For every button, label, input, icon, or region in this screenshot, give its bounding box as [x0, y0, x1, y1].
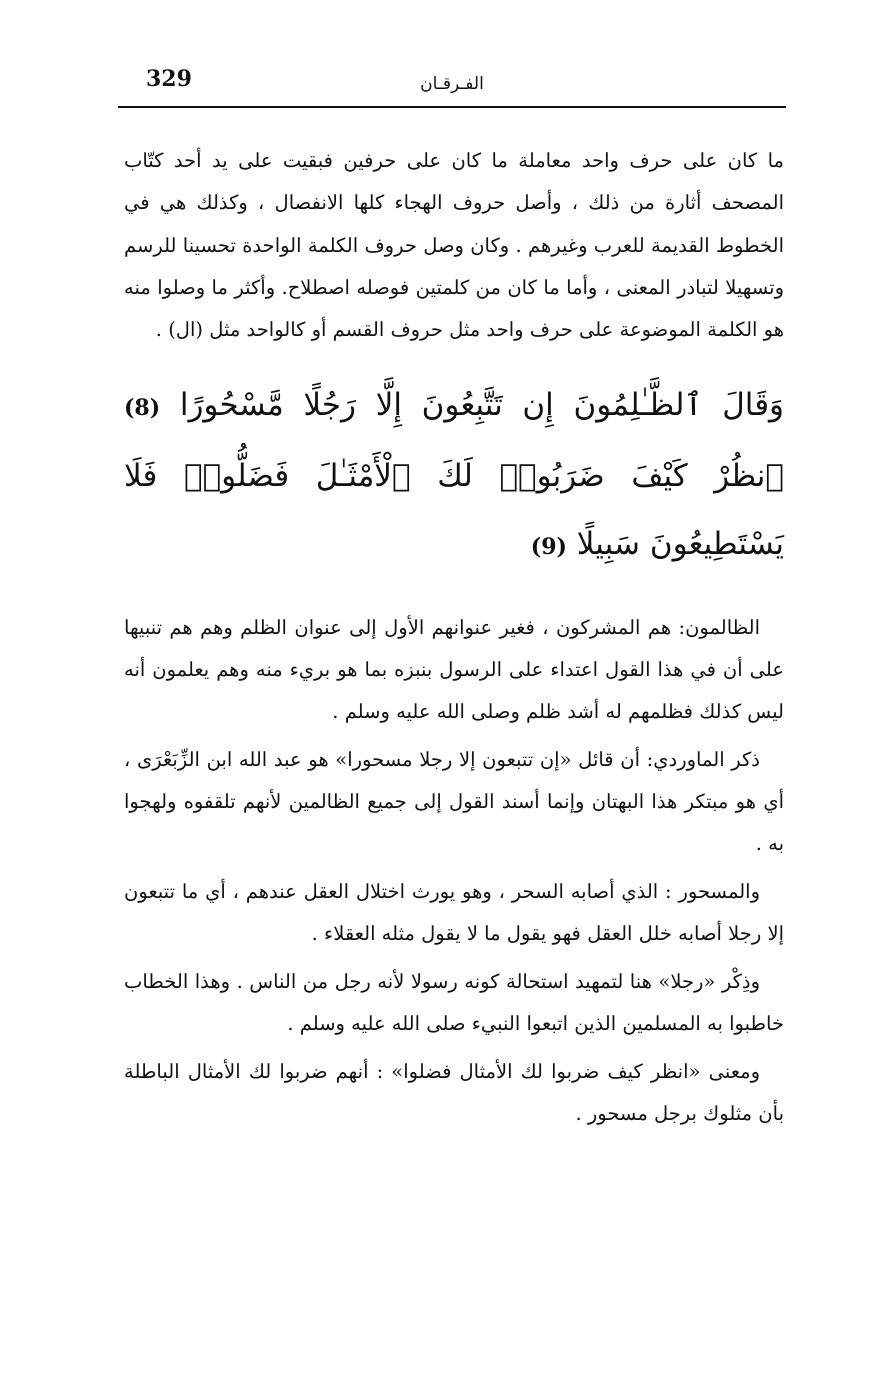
verse-number: (8): [124, 395, 161, 422]
page-header: [118, 58, 786, 108]
commentary-paragraph: وذِكْر «رجلا» هنا لتمهيد استحالة كونه رسولا لأنه رجل من الناس . وهذا الخطاب خاطبوا به المسلمين الذين اتبعوا النبيء صلى الله عليه وسلم .: [124, 970, 784, 1036]
verse-text: ٱنظُرْ كَيْفَ ضَرَبُوا۟ لَكَ ٱلْأَمْثَـٰلَ فَضَلُّوا۟ فَلَا يَسْتَطِيعُونَ سَبِيلًا: [124, 458, 784, 563]
quran-verses: [124, 371, 784, 581]
commentary-paragraph: الظالمون: هم المشركون ، فغير عنوانهم الأول إلى عنوان الظلم وهم هم تنبيها على أن في هذا القول اعتداء على الرسول بنبزه بما هو بريء منه وهم يعلمون أنه ليس كذلك فظلمهم له أشد ظلم وصلى الله عليه وسلم .: [124, 616, 784, 724]
commentary-paragraph: ذكر الماوردي: أن قائل «إن تتبعون إلا رجلا مسحورا» هو عبد الله ابن الزِّبَعْرَى ، أي هو مبتكر هذا البهتان وإنما أسند القول إلى جميع الظالمين لأنهم تلقفوه ولهجوا به .: [124, 748, 784, 856]
page-number: 329: [146, 66, 192, 92]
verse-text: وَقَالَ ٱلظَّـٰلِمُونَ إِن تَتَّبِعُونَ إِلَّا رَجُلًا مَّسْحُورًا: [179, 387, 784, 424]
intro-paragraph-block: [124, 140, 784, 351]
page-content: [124, 140, 784, 1141]
commentary-paragraph: والمسحور : الذي أصابه السحر ، وهو يورث اختلال العقل عندهم ، أي ما تتبعون إلا رجلا أصابه خلل العقل فهو يقول ما لا يقول مثله العقلاء .: [124, 880, 784, 946]
commentary-paragraph: ومعنى «انظر كيف ضربوا لك الأمثال فضلوا» : أنهم ضربوا لك الأمثال الباطلة بأن مثلوك برجل مسحور .: [124, 1060, 784, 1126]
intro-paragraph: ما كان على حرف واحد معاملة ما كان على حرفين فبقيت على يد أحد كتّاب المصحف أثارة من ذلك ، وأصل حروف الهجاء كلها الانفصال ، وكذلك هي في الخطوط القديمة للعرب وغيرهم . وكان وصل حروف الكلمة الواحدة تحسينا للرسم وتسهيلا لتبادر المعنى ، وأما ما كان من كلمتين فوصله اصطلاح. وأكثر ما وصلوا منه هو الكلمة الموضوعة على حرف واحد مثل حروف القسم أو كالواحد مثل (ال) .: [124, 149, 784, 342]
running-title: الفـرقـان: [420, 74, 484, 94]
verse-number: (9): [530, 534, 567, 561]
commentary-block: [124, 607, 784, 1135]
